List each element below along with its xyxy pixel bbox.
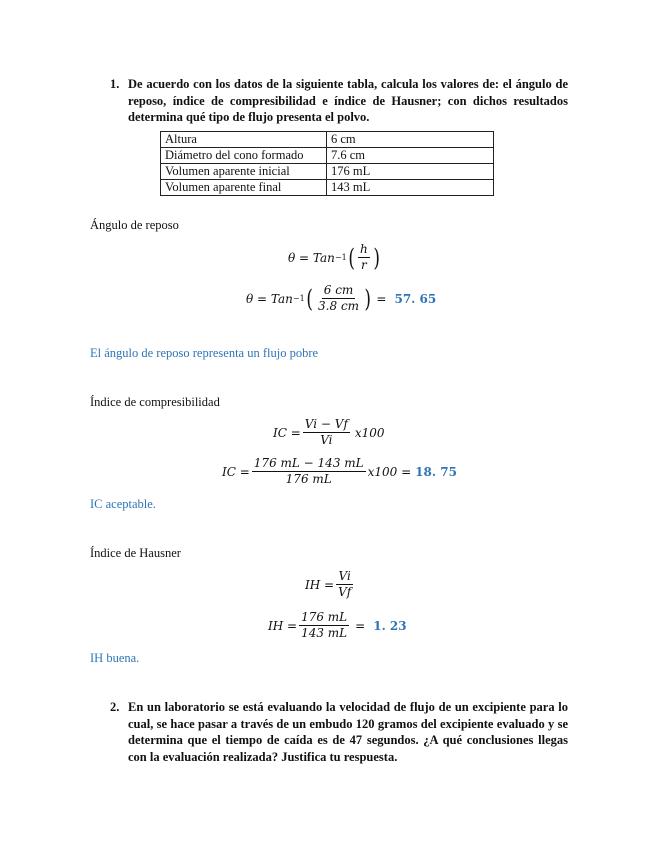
angle-calc-numerator: 6 cm bbox=[323, 283, 354, 297]
hausner-formula bbox=[305, 570, 355, 599]
angle-calculation: θ = Tan −1 ( $\frac{6 cm}{3.8 cm}$ ) = 57. 65 bbox=[246, 283, 437, 313]
table-cell-label: Diámetro del cono formado bbox=[161, 148, 327, 164]
hausner-result: 1. 23 bbox=[373, 618, 407, 633]
table-row bbox=[161, 180, 494, 196]
angle-formula: θ = Tan −1 ( $\frac{h}{r}$ ) bbox=[288, 242, 380, 272]
data-table bbox=[160, 131, 494, 196]
question-1-number: 1. bbox=[110, 77, 120, 91]
table-cell-value: 7.6 cm bbox=[327, 148, 494, 164]
compress-formula-lhs: IC = bbox=[273, 425, 301, 440]
hausner-formula-denominator: Vf bbox=[338, 585, 352, 599]
angle-calc-exponent: −1 bbox=[292, 294, 305, 303]
table-cell-value: 143 mL bbox=[327, 180, 494, 196]
question-1-text: De acuerdo con los datos de la siguiente tabla, calcula los valores de: el ángulo de reposo, índice de compresibilidad e índice de Hausner; con dichos resultados determina qué tipo de flujo presenta el polvo. bbox=[128, 77, 568, 124]
angle-formula-fraction bbox=[358, 243, 370, 272]
hausner-formula-lhs: IH = bbox=[305, 577, 335, 592]
hausner-formula-numerator: Vi bbox=[338, 569, 351, 583]
question-2-number: 2. bbox=[110, 700, 120, 714]
hausner-calculation: IH = $\frac{176 mL}{143 mL}$ = 1. 23 bbox=[268, 610, 407, 640]
question-2-text: En un laboratorio se está evaluando la velocidad de flujo de un excipiente para lo cual, se hace pasar a través de un embudo 120 gramos del excipiente evaluado y se determina que el tiempo de caída es de 47 segundos. ¿A qué conclusiones llegas con la evaluación realizada? Justifica tu respuesta. bbox=[128, 700, 568, 764]
hausner-calc-numerator: 176 mL bbox=[301, 610, 348, 624]
angle-formula-numerator: h bbox=[360, 242, 368, 256]
table-row bbox=[161, 148, 494, 164]
angle-formula-lhs: θ = Tan bbox=[288, 250, 335, 265]
angle-result: 57. 65 bbox=[394, 291, 437, 306]
compress-calc-fraction bbox=[252, 457, 366, 486]
angle-calc-lhs: θ = Tan bbox=[246, 291, 293, 306]
table-row bbox=[161, 132, 494, 148]
hausner-heading: Índice de Hausner bbox=[90, 546, 181, 560]
table-cell-value: 176 mL bbox=[327, 164, 494, 180]
compress-calc-factor: x100 = bbox=[367, 464, 412, 479]
angle-formula-denominator: r bbox=[361, 258, 367, 272]
hausner-calc-lhs: IH = bbox=[268, 618, 298, 633]
compress-heading: Índice de compresibilidad bbox=[90, 395, 220, 409]
compress-formula-fraction bbox=[303, 418, 350, 447]
compress-calc-lhs: IC = bbox=[222, 464, 250, 479]
hausner-conclusion: IH buena. bbox=[90, 651, 140, 665]
angle-heading: Ángulo de reposo bbox=[90, 218, 179, 232]
compress-formula-factor: x100 bbox=[354, 425, 385, 440]
table-cell-label: Volumen aparente final bbox=[161, 180, 327, 196]
compress-formula bbox=[273, 418, 385, 447]
angle-calc-denominator: 3.8 cm bbox=[318, 299, 360, 313]
compress-conclusion: IC aceptable. bbox=[90, 497, 156, 511]
compress-formula-denominator: Vi bbox=[320, 433, 333, 447]
compress-formula-numerator: Vi − Vf bbox=[304, 417, 348, 431]
hausner-calc-denominator: 143 mL bbox=[301, 626, 348, 640]
compress-calculation bbox=[222, 457, 457, 486]
angle-calc-fraction bbox=[316, 284, 361, 313]
compress-calc-numerator: 176 mL − 143 mL bbox=[253, 456, 364, 470]
table-cell-label: Volumen aparente inicial bbox=[161, 164, 327, 180]
compress-result: 18. 75 bbox=[415, 464, 457, 479]
hausner-formula-fraction bbox=[336, 570, 353, 599]
table-cell-value: 6 cm bbox=[327, 132, 494, 148]
angle-formula-exponent: −1 bbox=[334, 253, 347, 262]
hausner-calc-fraction bbox=[299, 611, 349, 640]
angle-conclusion: El ángulo de reposo representa un flujo pobre bbox=[90, 346, 319, 360]
compress-calc-denominator: 176 mL bbox=[285, 472, 332, 486]
table-row bbox=[161, 164, 494, 180]
table-cell-label: Altura bbox=[161, 132, 327, 148]
